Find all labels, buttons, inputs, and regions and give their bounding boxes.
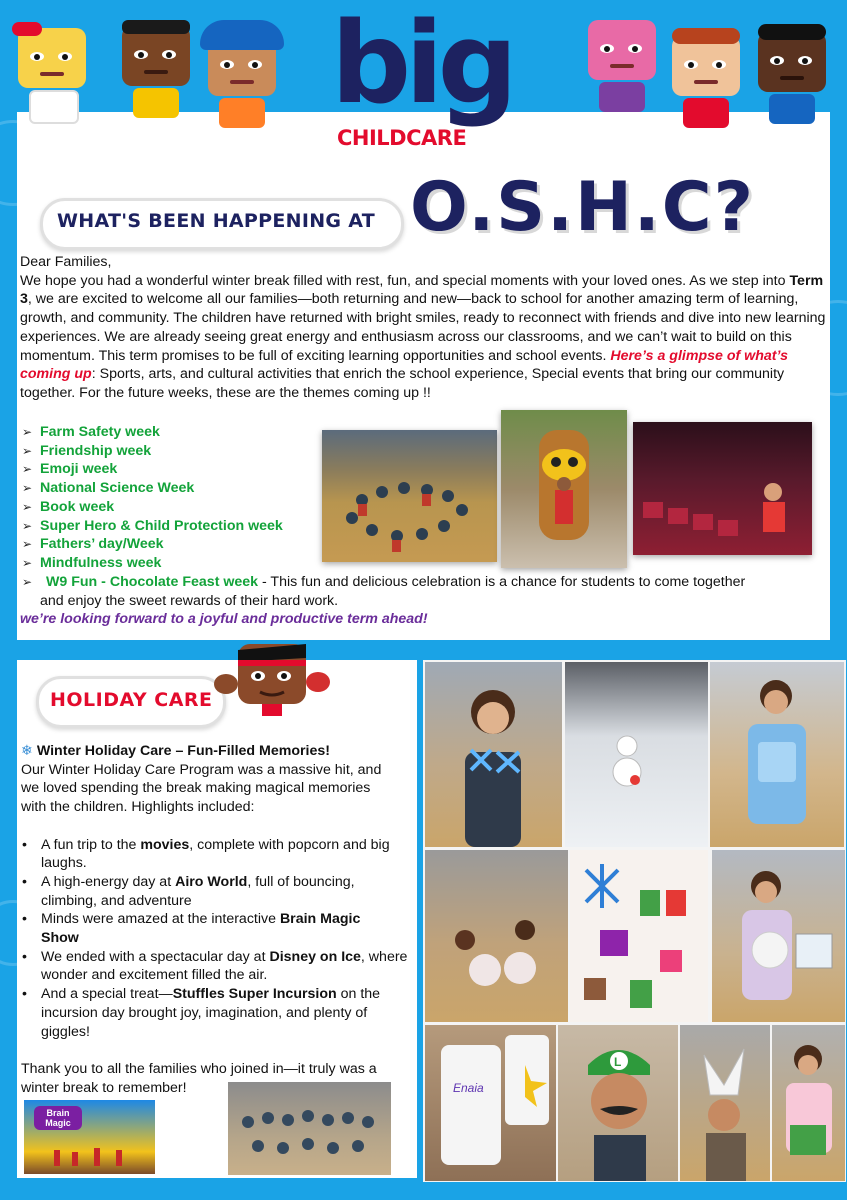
- photo-apron-girl: [710, 662, 844, 847]
- unicorn-graphic: [680, 1025, 770, 1181]
- theme-item: ➢ Super Hero & Child Protection week: [20, 517, 320, 536]
- photo-nike-girl: [772, 1025, 845, 1181]
- character-pink: [588, 20, 656, 80]
- highlight-item: • We ended with a spectacular day at Disney on Ice, where wonder and excitement filled the air.: [21, 948, 416, 985]
- photo-tree-character: [501, 410, 627, 568]
- w9-text: - This fun and delicious celebration is a chance for students to come together: [258, 574, 746, 590]
- girl-teddy-graphic: [712, 850, 845, 1022]
- holiday-text: [21, 742, 416, 1097]
- theme-item: ➢ Mindfulness week: [20, 554, 320, 573]
- oshc-heading: O.S.H.C?: [410, 168, 756, 247]
- character-dark: [758, 32, 826, 92]
- svg-text:L: L: [614, 1055, 622, 1069]
- holiday-care-banner: [36, 676, 226, 728]
- apron-graphic: [710, 662, 844, 847]
- theme-item: ➢ National Science Week: [20, 479, 320, 498]
- photo-bead-art: [570, 850, 708, 1022]
- snow-graphic: [565, 662, 708, 847]
- photo-brain-magic: [24, 1100, 155, 1174]
- logo-sub-text: CHILDCARE: [337, 126, 467, 150]
- hair-bow: [12, 22, 42, 36]
- w9-text-cont: and enjoy the sweet rewards of their hard work.: [40, 592, 339, 609]
- holiday-intro: Our Winter Holiday Care Program was a massive hit, and we loved spending the break making magical memories with the children. Highlights included:: [21, 761, 382, 816]
- theme-item: ➢ Emoji week: [20, 460, 320, 479]
- term-label: Term 3: [20, 272, 824, 308]
- nike-girl-graphic: [772, 1025, 845, 1181]
- highlight-item: • A fun trip to the movies, complete with popcorn and big laughs.: [21, 836, 413, 873]
- theme-item: ➢ Fathers’ day/Week: [20, 535, 320, 554]
- theme-item: ➢ Book week: [20, 498, 320, 517]
- character-yellow: [18, 28, 86, 88]
- mascot-character: [212, 630, 332, 722]
- glimpse-text: Here’s a glimpse of what’s coming up: [20, 347, 789, 383]
- mug-text: Enaia: [453, 1081, 484, 1095]
- teddy-graphic: [425, 850, 568, 1022]
- banner-text: WHAT'S BEEN HAPPENING AT: [57, 210, 376, 232]
- photo-cinema: [633, 422, 812, 555]
- luigi-graphic: [558, 1025, 678, 1181]
- highlights-list: [21, 836, 416, 1042]
- holiday-title: ❄ Winter Holiday Care – Fun-Filled Memories!: [21, 743, 330, 759]
- theme-item: ➢ Farm Safety week: [20, 423, 320, 442]
- girl-snowflake-graphic: [425, 662, 562, 847]
- brain-magic-sign: Brain Magic: [34, 1106, 82, 1130]
- highlight-item: • And a special treat—Stuffles Super Incursion on the incursion day brought joy, imagination, and plenty of giggles!: [21, 985, 416, 1041]
- cinema-scene-graphic: [633, 422, 812, 555]
- big-childcare-logo: [325, 0, 545, 158]
- photo-unicorn-kid: [680, 1025, 770, 1181]
- gym-scene-graphic: [322, 430, 497, 562]
- highlight-item: • A high-energy day at Airo World, full of bouncing, climbing, and adventure: [21, 873, 391, 910]
- photo-girl-teddy: [712, 850, 845, 1022]
- photo-mug: [425, 1025, 556, 1181]
- photo-gym-circle: [322, 430, 497, 562]
- greeting: Dear Families,: [20, 254, 112, 270]
- photo-snowflake-girl: [425, 662, 562, 847]
- closing-line: we’re looking forward to a joyful and productive term ahead!: [20, 611, 428, 627]
- highlight-item: • Minds were amazed at the interactive Brain Magic Show: [21, 910, 401, 947]
- characters-right: [570, 10, 847, 115]
- whats-happening-banner: [40, 198, 404, 250]
- photo-group-kids: [228, 1082, 391, 1175]
- characters-left: [0, 10, 300, 115]
- character-turban: [208, 36, 276, 96]
- photo-teddy-kids: [425, 850, 568, 1022]
- snowflake-icon: ❄: [21, 743, 33, 759]
- intro-paragraph: We hope you had a wonderful winter break filled with rest, fun, and special moments with your loved ones. As we step into Term 3, we are excited to welcome all our families—both returning and new—back to school for another amazing term of learning, growth, and community. The children have returned with bright smiles, ready to reconnect with friends and dive into new learning experiences. We are already seeing great energy and enthusiasm across our classrooms, and we can’t wait to build on this momentum. This term promises to be full of exciting learning opportunities and school events. Here’s a glimpse of what’s coming up: Sports, arts, and cultural activities that enrich the school experience, Special events that bring our community together. For the future weeks, these are the themes coming up !!: [20, 272, 826, 401]
- photo-luigi-boy: [558, 1025, 678, 1181]
- character-ginger: [672, 36, 740, 96]
- thanks-text: Thank you to all the families who joined in—it truly was a winter break to remember!: [21, 1060, 377, 1096]
- bead-art-graphic: [570, 850, 708, 1022]
- w9-item: [20, 573, 820, 610]
- stage-graphic: [24, 1100, 155, 1174]
- intro-text: [20, 253, 828, 403]
- themes-list: [20, 423, 320, 573]
- mascot-graphic: [212, 630, 332, 722]
- tree-character-graphic: [501, 410, 627, 568]
- arrow-icon: ➢: [22, 575, 33, 589]
- photo-snow-sensory: [565, 662, 708, 847]
- mug-graphic: [425, 1025, 556, 1181]
- group-graphic: [228, 1082, 391, 1175]
- logo-main-text: big: [331, 0, 512, 129]
- theme-item: ➢ Friendship week: [20, 442, 320, 461]
- character-brown: [122, 26, 190, 86]
- holiday-banner-text: HOLIDAY CARE: [50, 689, 213, 711]
- w9-label: W9 Fun - Chocolate Feast week: [46, 574, 259, 590]
